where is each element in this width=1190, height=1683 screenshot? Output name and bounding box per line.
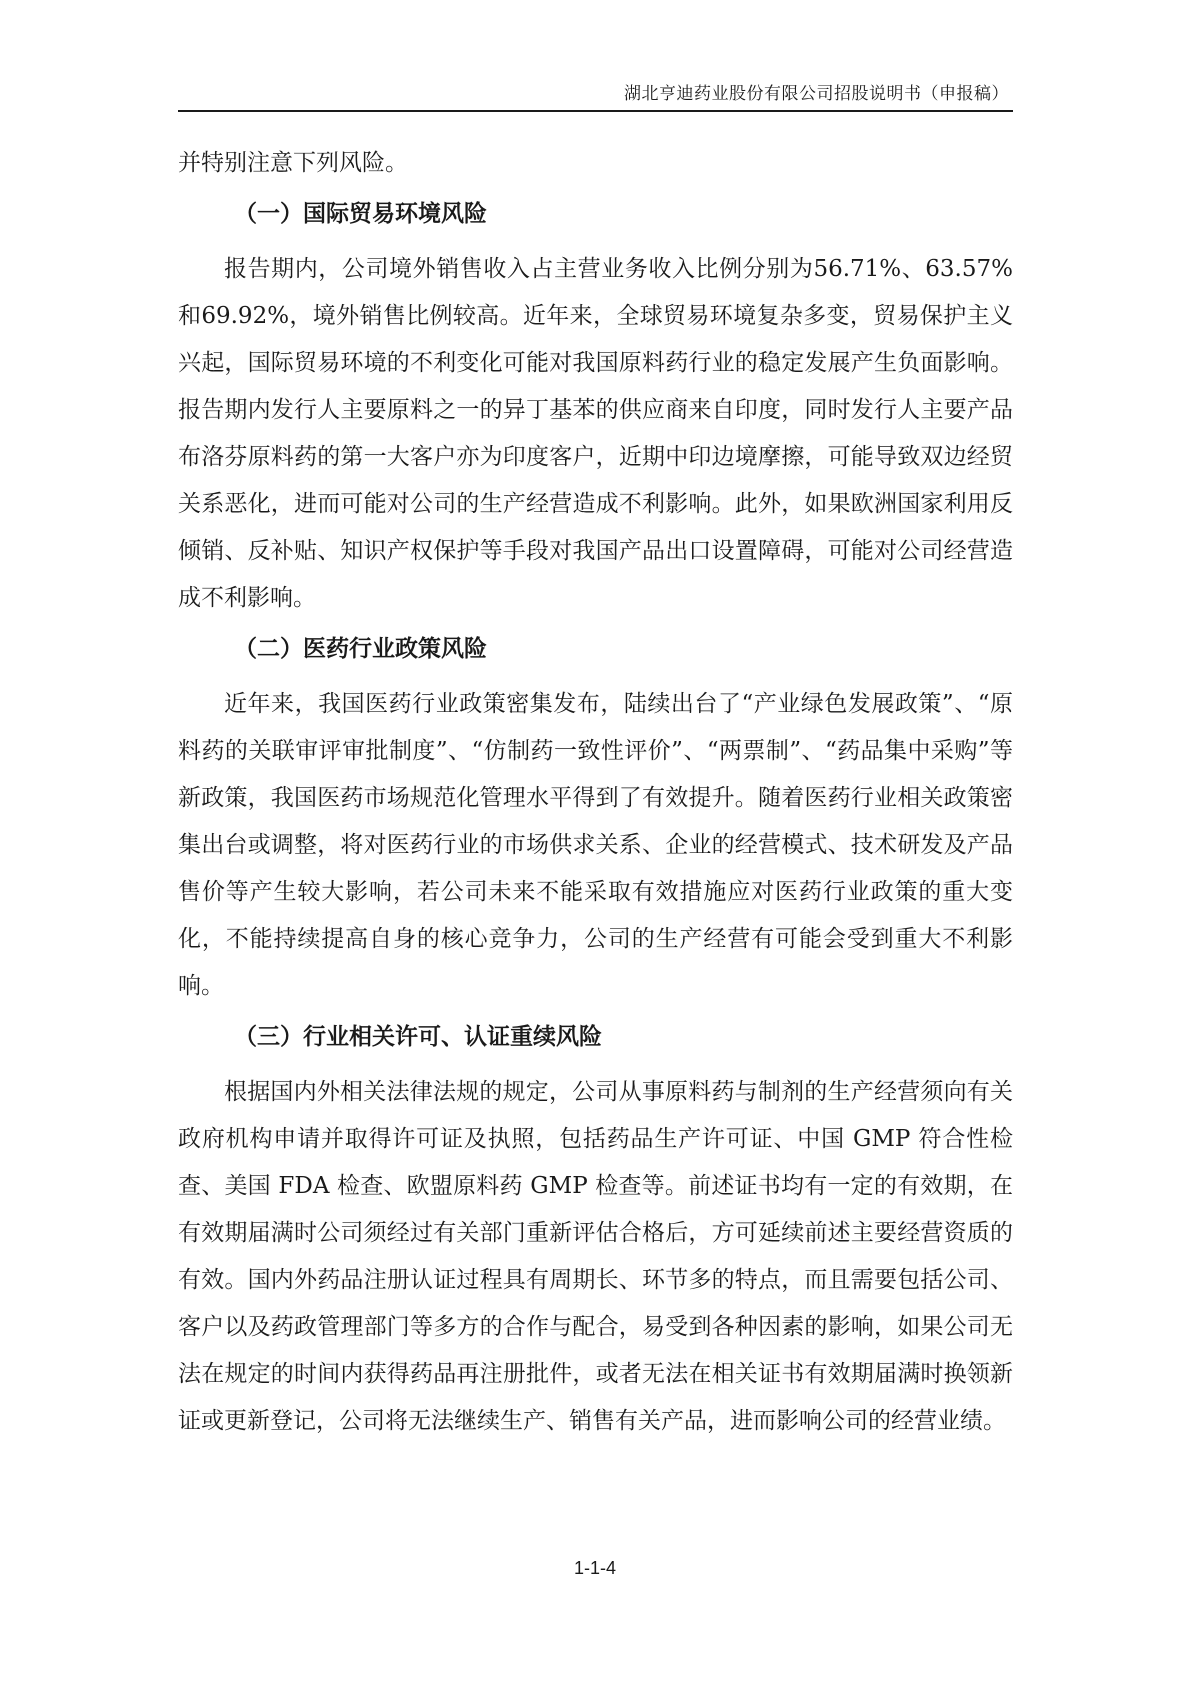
document-body [178,140,1013,1445]
section-paragraph-trade-risk: 报告期内，公司境外销售收入占主营业务收入比例分别为56.71%、63.57%和69.92%，境外销售比例较高。近年来，全球贸易环境复杂多变，贸易保护主义兴起，国际贸易环境的不利变化可能对我国原料药行业的稳定发展产生负面影响。报告期内发行人主要原料之一的异丁基苯的供应商来自印度，同时发行人主要产品布洛芬原料药的第一大客户亦为印度客户，近期中印边境摩擦，可能导致双边经贸关系恶化，进而可能对公司的生产经营造成不利影响。此外，如果欧洲国家利用反倾销、反补贴、知识产权保护等手段对我国产品出口设置障碍，可能对公司经营造成不利影响。 [178,256,1013,611]
document-title: 湖北亨迪药业股份有限公司招股说明书（申报稿） [624,84,1009,104]
section-paragraph-policy-risk: 近年来，我国医药行业政策密集发布，陆续出台了“产业绿色发展政策”、“原料药的关联审评审批制度”、“仿制药一致性评价”、“两票制”、“药品集中采购”等新政策，我国医药市场规范化管理水平得到了有效提升。随着医药行业相关政策密集出台或调整，将对医药行业的市场供求关系、企业的经营模式、技术研发及产品售价等产生较大影响，若公司未来不能采取有效措施应对医药行业政策的重大变化，不能持续提高自身的核心竞争力，公司的生产经营有可能会受到重大不利影响。 [178,691,1013,999]
section-heading-policy-risk: （二）医药行业政策风险 [234,636,487,662]
section-heading-license-risk: （三）行业相关许可、认证重续风险 [234,1024,602,1050]
page-header [178,80,1013,112]
section-heading-trade-risk: （一）国际贸易环境风险 [234,201,487,227]
page-number: 1-1-4 [573,1558,617,1578]
intro-paragraph: 并特别注意下列风险。 [178,150,408,176]
section-paragraph-license-risk: 根据国内外相关法律法规的规定，公司从事原料药与制剂的生产经营须向有关政府机构申请并取得许可证及执照，包括药品生产许可证、中国 GMP 符合性检查、美国 FDA 检查、欧盟原料药 GMP 检查等。前述证书均有一定的有效期，在有效期届满时公司须经过有关部门重新评估合格后，方可延续前述主要经营资质的有效。国内外药品注册认证过程具有周期长、环节多的特点，而且需要包括公司、客户以及药政管理部门等多方的合作与配合，易受到各种因素的影响，如果公司无法在规定的时间内获得药品再注册批件，或者无法在相关证书有效期届满时换领新证或更新登记，公司将无法继续生产、销售有关产品，进而影响公司的经营业绩。 [178,1079,1013,1434]
